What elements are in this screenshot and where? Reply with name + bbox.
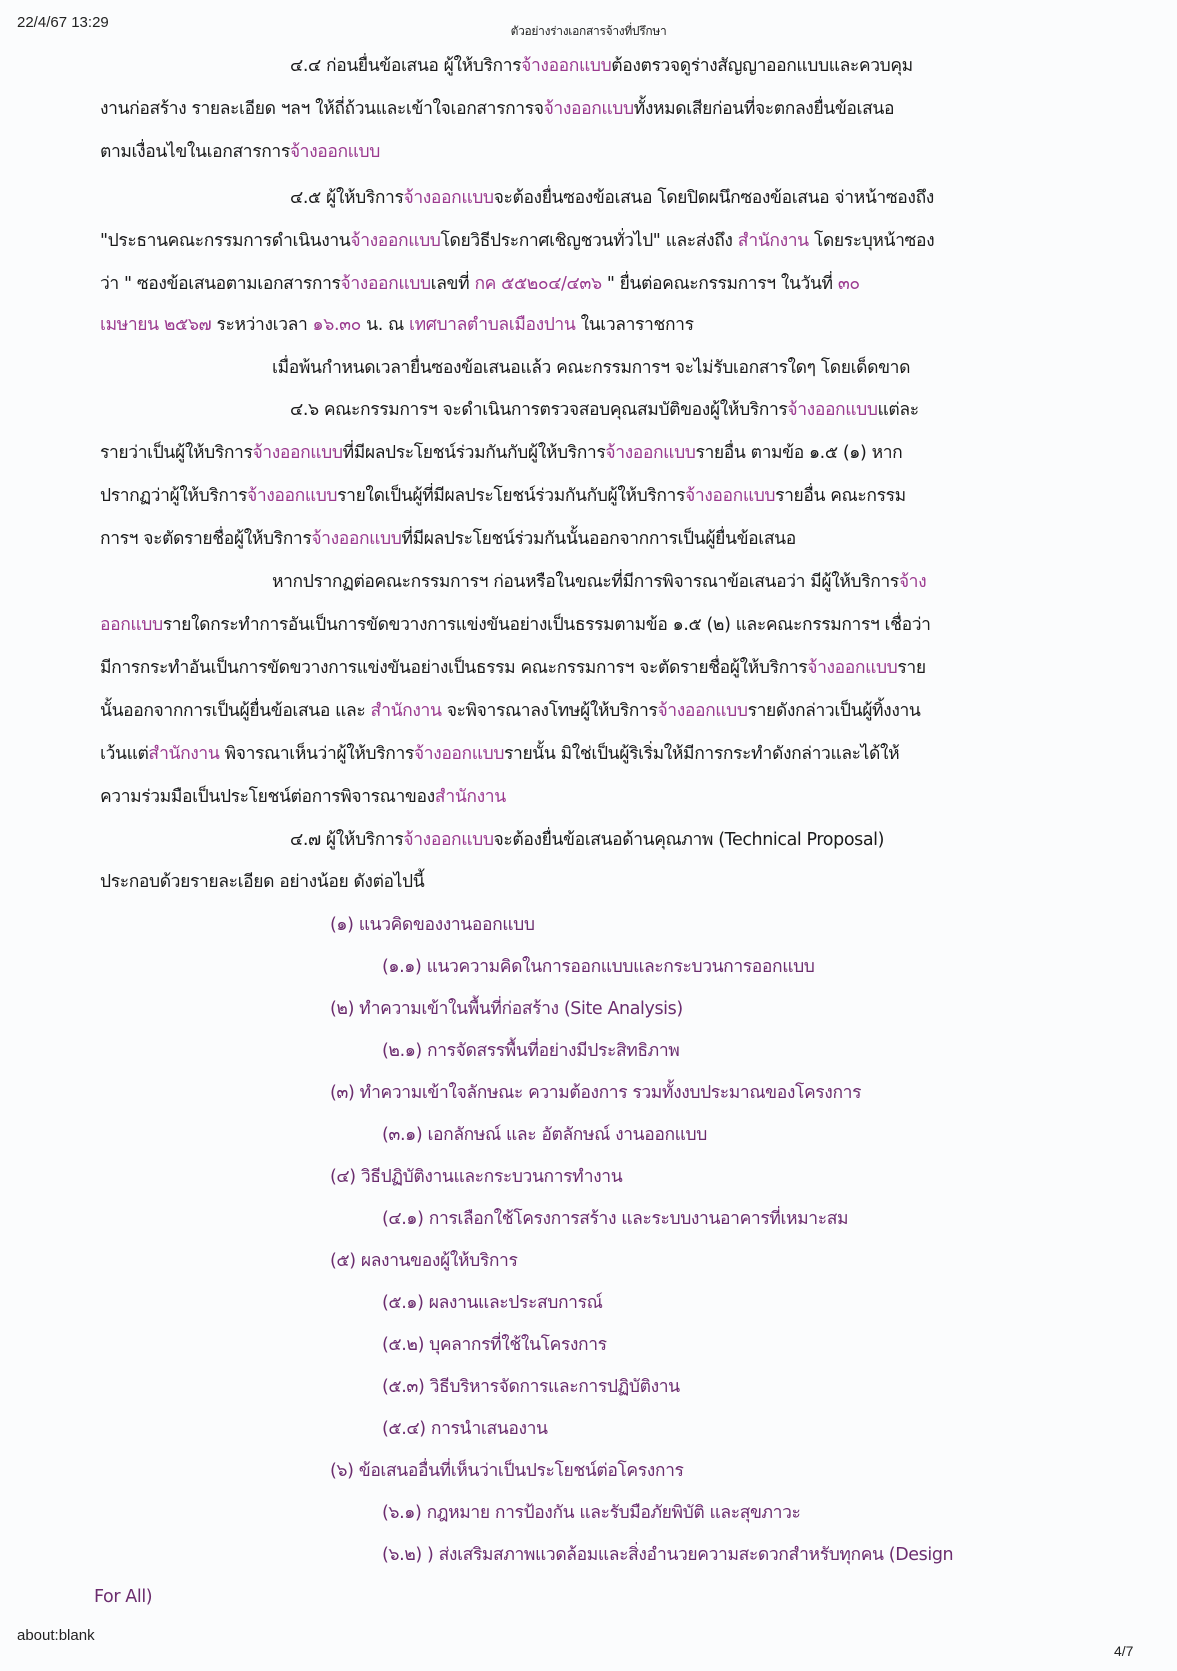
list-item-text: แนวคิดของงานออกแบบ xyxy=(358,915,535,935)
list-item xyxy=(382,1417,548,1441)
list-item xyxy=(94,1585,152,1609)
text-line xyxy=(290,398,919,422)
highlighted-text: เมษายน ๒๕๖๗ xyxy=(100,315,212,335)
text-line xyxy=(100,870,424,894)
highlighted-text: จ้างออกแบบ xyxy=(521,56,612,76)
text-line xyxy=(100,656,926,680)
highlighted-text: จ้างออกแบบ xyxy=(413,744,505,764)
text-run: ๔.๔ ก่อนยื่นข้อเสนอ ผู้ให้บริการ xyxy=(290,56,522,76)
text-run: รายอื่น ตามข้อ ๑.๕ (๑) หาก xyxy=(695,443,903,463)
list-item-number: (๔) xyxy=(330,1167,356,1187)
list-item-text: การนำเสนองาน xyxy=(430,1419,548,1439)
highlighted-text: จ้างออกแบบ xyxy=(684,486,776,506)
text-run: มีการกระทำอันเป็นการขัดขวางการแข่งขันอย่างเป็นธรรม คณะกรรมการฯ จะตัดรายชื่อผู้ให้บริการ xyxy=(100,658,808,678)
highlighted-text: สำนักงาน xyxy=(370,701,442,721)
list-item-text: การจัดสรรพื้นที่อย่างมีประสิทธิภาพ xyxy=(427,1041,680,1061)
text-run: ๔.๕ ผู้ให้บริการ xyxy=(290,188,404,208)
list-item xyxy=(382,955,815,979)
text-line xyxy=(100,313,694,337)
list-item-text: เอกลักษณ์ และ อัตลักษณ์ งานออกแบบ xyxy=(427,1125,707,1145)
list-item-number: (๓) xyxy=(330,1083,355,1103)
text-run: ๔.๗ ผู้ให้บริการ xyxy=(290,830,404,850)
highlighted-text: ๑๖.๓๐ xyxy=(312,315,361,335)
list-item-number: (๖.๒) xyxy=(382,1545,422,1565)
text-run: เว้นแต่ xyxy=(100,744,149,764)
document-title: ตัวอย่างร่างเอกสารจ้างที่ปรึกษา xyxy=(510,24,667,38)
highlighted-text: จ้างออกแบบ xyxy=(252,443,343,463)
list-item-number: (๕) xyxy=(330,1251,356,1271)
text-run: น. ณ xyxy=(360,315,410,335)
text-line xyxy=(100,441,902,465)
text-line xyxy=(100,97,894,121)
highlighted-text: จ้างออกแบบ xyxy=(403,830,494,850)
list-item-number: (๕.๓) xyxy=(382,1377,425,1397)
list-item-number: (๑) xyxy=(330,915,354,935)
highlighted-text: กค ๕๕๒๐๔/๔๓๖ xyxy=(474,274,602,294)
list-item xyxy=(330,997,683,1021)
highlighted-text: จ้างออกแบบ xyxy=(807,658,898,678)
text-run: ที่มีผลประโยชน์ร่วมกันนั้นออกจากการเป็นผู้ยื่นข้อเสนอ xyxy=(401,529,796,549)
text-run: "ประธานคณะกรรมการดำเนินงาน xyxy=(100,231,351,251)
text-run: จะต้องยื่นซองข้อเสนอ โดยปิดผนึกซองข้อเสนอ จ่าหน้าซองถึง xyxy=(493,188,934,208)
list-item-text: ทำความเข้าใจลักษณะ ความต้องการ รวมทั้งงบประมาณของโครงการ xyxy=(359,1083,862,1103)
list-item xyxy=(382,1543,953,1567)
highlighted-text: จ้างออกแบบ xyxy=(605,443,696,463)
text-run: ระหว่างเวลา xyxy=(211,315,313,335)
list-item-text: วิธีปฏิบัติงานและกระบวนการทำงาน xyxy=(360,1167,623,1187)
list-item xyxy=(330,1081,861,1105)
highlighted-text: ๓๐ xyxy=(837,274,860,294)
text-run: เลขที่ xyxy=(430,274,475,294)
list-item-number: (๓.๑) xyxy=(382,1125,423,1145)
list-item xyxy=(382,1501,801,1525)
highlighted-text: จ้างออกแบบ xyxy=(787,400,878,420)
text-run: นั้นออกจากการเป็นผู้ยื่นข้อเสนอ และ xyxy=(100,701,371,721)
text-run: โดยวิธีประกาศเชิญชวนทั่วไป" และส่งถึง xyxy=(440,231,738,251)
highlighted-text: เทศบาลตำบลเมืองปาน xyxy=(409,315,576,335)
text-run: รายใดเป็นผู้ที่มีผลประโยชน์ร่วมกันกับผู้ให้บริการ xyxy=(337,486,685,506)
text-run: ในเวลาราชการ xyxy=(575,315,694,335)
text-line xyxy=(100,699,920,723)
text-run: ราย xyxy=(897,658,926,678)
list-item-number: (๔.๑) xyxy=(382,1209,424,1229)
print-date-time: 22/4/67 13:29 xyxy=(17,14,109,31)
list-item xyxy=(382,1123,707,1147)
text-run: จะพิจารณาลงโทษผู้ให้บริการ xyxy=(441,701,658,721)
highlighted-text: จ้างออกแบบ xyxy=(311,529,402,549)
list-item-number: (๑.๑) xyxy=(382,957,422,977)
list-item-text: For All) xyxy=(94,1587,153,1607)
highlighted-text: จ้างออกแบบ xyxy=(247,486,338,506)
text-line xyxy=(100,229,934,253)
text-run: หากปรากฏต่อคณะกรรมการฯ ก่อนหรือในขณะที่มีการพิจารณาข้อเสนอว่า มีผู้ให้บริการ xyxy=(272,572,899,592)
text-run: ตามเงื่อนไขในเอกสารการ xyxy=(100,142,290,162)
text-line xyxy=(290,186,934,210)
text-line xyxy=(100,527,796,551)
list-item-text: ) ส่งเสริมสภาพแวดล้อมและสิ่งอำนวยความสะดวกสำหรับทุกคน (Design xyxy=(427,1545,954,1565)
list-item-number: (๕.๒) xyxy=(382,1335,424,1355)
text-run: ทั้งหมดเสียก่อนที่จะตกลงยื่นข้อเสนอ xyxy=(633,99,895,119)
highlighted-text: จ้างออกแบบ xyxy=(403,188,494,208)
list-item-text: กฎหมาย การป้องกัน และรับมือภัยพิบัติ และสุขภาวะ xyxy=(426,1503,801,1523)
list-item xyxy=(330,1459,684,1483)
footer-url: about:blank xyxy=(17,1627,95,1644)
list-item-number: (๒) xyxy=(330,999,354,1019)
text-run: รายใดกระทำการอันเป็นการขัดขวางการแข่งขันอย่างเป็นธรรมตามข้อ ๑.๕ (๒) และคณะกรรมการฯ เชื่อว่า xyxy=(162,615,931,635)
list-item-number: (๕.๔) xyxy=(382,1419,426,1439)
list-item-text: วิธีบริหารจัดการและการปฏิบัติงาน xyxy=(429,1377,680,1397)
text-line xyxy=(100,613,931,637)
text-run: การฯ จะตัดรายชื่อผู้ให้บริการ xyxy=(100,529,312,549)
text-run: โดยระบุหน้าซอง xyxy=(808,231,935,251)
highlighted-text: จ้างออกแบบ xyxy=(350,231,441,251)
text-line xyxy=(100,785,506,809)
text-run: ความร่วมมือเป็นประโยชน์ต่อการพิจารณาของ xyxy=(100,787,435,807)
highlighted-text: จ้างออกแบบ xyxy=(289,142,380,162)
list-item-text: แนวความคิดในการออกแบบและกระบวนการออกแบบ xyxy=(426,957,815,977)
text-run: ว่า " ซองข้อเสนอตามเอกสารการ xyxy=(100,274,341,294)
text-line xyxy=(272,356,910,380)
text-run: " ยื่นต่อคณะกรรมการฯ ในวันที่ xyxy=(601,274,838,294)
text-run: เมื่อพ้นกำหนดเวลายื่นซองข้อเสนอแล้ว คณะกรรมการฯ จะไม่รับเอกสารใดๆ โดยเด็ดขาด xyxy=(272,358,911,378)
list-item xyxy=(330,1249,517,1273)
text-run: ปรากฏว่าผู้ให้บริการ xyxy=(100,486,247,506)
text-line xyxy=(290,54,913,78)
highlighted-text: จ้าง xyxy=(898,572,927,592)
text-line xyxy=(100,484,906,508)
page-number: 4/7 xyxy=(1114,1643,1134,1659)
list-item xyxy=(382,1333,607,1357)
text-run: จะต้องยื่นข้อเสนอด้านคุณภาพ (Technical Proposal) xyxy=(493,830,885,850)
list-item xyxy=(382,1375,680,1399)
text-line xyxy=(100,140,380,164)
list-item-number: (๕.๑) xyxy=(382,1293,424,1313)
list-item-number: (๖) xyxy=(330,1461,354,1481)
text-line xyxy=(290,828,884,852)
highlighted-text: จ้างออกแบบ xyxy=(340,274,431,294)
list-item-text: การเลือกใช้โครงการสร้าง และระบบงานอาคารที่เหมาะสม xyxy=(428,1209,849,1229)
text-run: ที่มีผลประโยชน์ร่วมกันกับผู้ให้บริการ xyxy=(342,443,606,463)
highlighted-text: สำนักงาน xyxy=(434,787,506,807)
text-run: รายว่าเป็นผู้ให้บริการ xyxy=(100,443,253,463)
text-run: งานก่อสร้าง รายละเอียด ฯลฯ ให้ถี่ถ้วนและเข้าใจเอกสารการจ xyxy=(100,99,544,119)
list-item-text: ข้อเสนออื่นที่เห็นว่าเป็นประโยชน์ต่อโครงการ xyxy=(358,1461,684,1481)
list-item xyxy=(330,913,535,937)
text-run: ประกอบด้วยรายละเอียด อย่างน้อย ดังต่อไปนี้ xyxy=(100,872,425,892)
text-run: รายอื่น คณะกรรม xyxy=(775,486,906,506)
highlighted-text: จ้างออกแบบ xyxy=(543,99,634,119)
text-run: ๔.๖ คณะกรรมการฯ จะดำเนินการตรวจสอบคุณสมบัติของผู้ให้บริการ xyxy=(290,400,788,420)
list-item-number: (๒.๑) xyxy=(382,1041,422,1061)
text-line xyxy=(272,570,926,594)
text-run: ต้องตรวจดูร่างสัญญาออกแบบและควบคุม xyxy=(611,56,913,76)
highlighted-text: จ้างออกแบบ xyxy=(657,701,748,721)
list-item-text: ผลงานของผู้ให้บริการ xyxy=(360,1251,518,1271)
text-run: รายนั้น มิใช่เป็นผู้ริเริ่มให้มีการกระทำดังกล่าวและได้ให้ xyxy=(504,744,900,764)
list-item xyxy=(382,1039,679,1063)
text-run: รายดังกล่าวเป็นผู้ทิ้งงาน xyxy=(747,701,921,721)
highlighted-text: ออกแบบ xyxy=(100,615,163,635)
text-line xyxy=(100,742,899,766)
highlighted-text: สำนักงาน xyxy=(148,744,220,764)
list-item-text: ผลงานและประสบการณ์ xyxy=(428,1293,603,1313)
text-line xyxy=(100,272,860,296)
list-item-number: (๖.๑) xyxy=(382,1503,422,1523)
list-item-text: ทำความเข้าในพื้นที่ก่อสร้าง (Site Analysis) xyxy=(359,999,683,1019)
text-run: แต่ละ xyxy=(877,400,919,420)
text-run: พิจารณาเห็นว่าผู้ให้บริการ xyxy=(219,744,414,764)
list-item xyxy=(382,1207,848,1231)
list-item-text: บุคลากรที่ใช้ในโครงการ xyxy=(429,1335,607,1355)
list-item xyxy=(382,1291,602,1315)
highlighted-text: สำนักงาน xyxy=(737,231,809,251)
list-item xyxy=(330,1165,622,1189)
